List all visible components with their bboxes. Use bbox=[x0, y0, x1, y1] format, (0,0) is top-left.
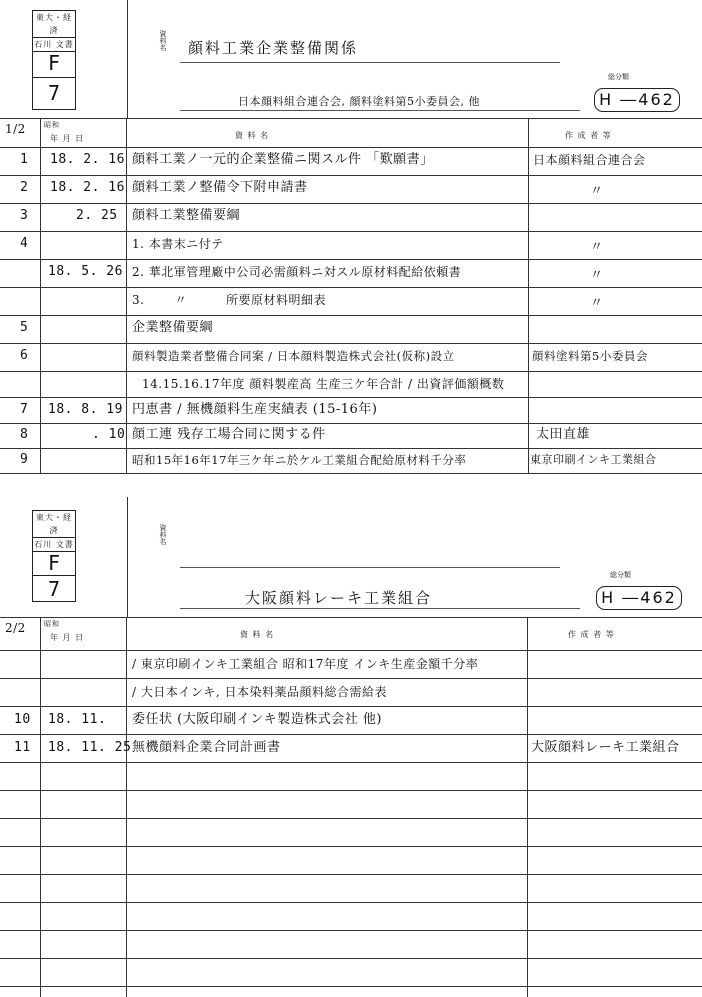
row-material: 顔工連 残存工場合同に関する件 bbox=[132, 427, 326, 442]
underline bbox=[180, 110, 580, 111]
row-date: 18. 8. 19 bbox=[48, 402, 123, 417]
divider bbox=[0, 617, 702, 618]
column-line bbox=[126, 118, 127, 473]
row-material: 2. 華北軍管理廠中公司必需顔料ニ対スル原材料配給依頼書 bbox=[132, 265, 462, 279]
row-author: 太田直雄 bbox=[536, 427, 591, 442]
row-author: 東京印刷インキ工業組合 bbox=[530, 453, 657, 466]
page-fraction: 1/2 bbox=[5, 122, 26, 136]
header-material: 資 料 名 bbox=[240, 630, 275, 639]
document-title: 顔料工業企業整備関係 bbox=[188, 39, 359, 57]
row-line bbox=[0, 147, 702, 148]
divider bbox=[127, 0, 128, 118]
row-line bbox=[0, 203, 702, 204]
row-number: 11 bbox=[14, 740, 31, 755]
row-number: 6 bbox=[20, 348, 29, 363]
row-line bbox=[0, 371, 702, 372]
row-line bbox=[0, 958, 702, 959]
row-line bbox=[0, 259, 702, 260]
column-line bbox=[527, 617, 528, 997]
row-line bbox=[0, 986, 702, 987]
row-date: 18. 2. 16 bbox=[50, 180, 125, 195]
category-label: 総分類 bbox=[610, 571, 631, 579]
category-label: 総分類 bbox=[608, 73, 629, 81]
row-line bbox=[0, 448, 702, 449]
header-era: 昭和 bbox=[44, 620, 60, 628]
column-line bbox=[40, 617, 41, 997]
row-number: 10 bbox=[14, 712, 31, 727]
row-material: 顔料工業整備要綱 bbox=[132, 208, 241, 223]
row-line bbox=[0, 473, 702, 474]
row-material: 円恵書 / 無機顔料生産実績表 (15-16年) bbox=[132, 402, 378, 417]
row-material: / 大日本インキ, 日本染料薬品顔料総合需給表 bbox=[132, 685, 387, 699]
row-author: 大阪顔料レーキ工業組合 bbox=[531, 740, 680, 755]
row-material: 無機顔料企業合同計画書 bbox=[132, 740, 281, 755]
row-date: 18. 11. bbox=[48, 712, 107, 727]
row-line bbox=[0, 175, 702, 176]
stamp-line-2: 石川 文書 bbox=[33, 538, 75, 552]
row-author: 日本顔料組合連合会 bbox=[533, 153, 646, 167]
divider bbox=[0, 118, 702, 119]
header-ymd: 年 月 日 bbox=[50, 134, 85, 143]
header-material: 資 料 名 bbox=[235, 131, 270, 140]
row-date: 18. 11. 25 bbox=[48, 740, 132, 755]
row-material: 昭和15年16年17年三ケ年ニ於ケル工業組合配給原材料千分率 bbox=[132, 453, 467, 467]
material-label: 資料名 bbox=[159, 30, 167, 51]
classification-code: H ―462 bbox=[596, 586, 682, 610]
stamp-number: 7 bbox=[47, 81, 61, 105]
row-author: 〃 bbox=[590, 268, 604, 283]
row-line bbox=[0, 706, 702, 707]
header-ymd: 年 月 日 bbox=[50, 633, 85, 642]
material-label: 資料名 bbox=[159, 524, 167, 545]
row-line bbox=[0, 343, 702, 344]
row-material: 14.15.16.17年度 顔料製産高 生産三ケ年合計 / 出資評価額概数 bbox=[142, 377, 505, 391]
classification-code: H ―462 bbox=[594, 88, 680, 112]
row-number: 2 bbox=[20, 180, 29, 195]
row-material: 委任状 (大阪印刷インキ製造株式会社 他) bbox=[132, 712, 382, 727]
row-line bbox=[0, 930, 702, 931]
row-line bbox=[0, 762, 702, 763]
row-material: / 東京印刷インキ工業組合 昭和17年度 インキ生産金額千分率 bbox=[132, 657, 479, 671]
row-number: 8 bbox=[20, 427, 29, 442]
row-number: 9 bbox=[20, 452, 29, 467]
row-material: 3. 〃 所要原材料明細表 bbox=[132, 293, 326, 307]
row-line bbox=[0, 397, 702, 398]
stamp-letter: F bbox=[33, 52, 75, 78]
archive-stamp bbox=[32, 10, 76, 110]
archive-stamp bbox=[32, 510, 76, 602]
row-number: 7 bbox=[20, 402, 29, 417]
underline bbox=[180, 567, 560, 568]
row-date: 18. 2. 16 bbox=[50, 152, 125, 167]
row-author: 〃 bbox=[590, 184, 604, 199]
row-material: 1. 本書末ニ付テ bbox=[132, 237, 224, 251]
header-author: 作 成 者 等 bbox=[568, 630, 615, 639]
row-date: 2. 25 bbox=[76, 208, 118, 223]
page-fraction: 2/2 bbox=[5, 621, 26, 635]
underline bbox=[180, 608, 580, 609]
row-number: 4 bbox=[20, 236, 29, 251]
stamp-number: 7 bbox=[47, 577, 61, 601]
row-number: 3 bbox=[20, 208, 29, 223]
row-line bbox=[0, 902, 702, 903]
row-date: . 10 bbox=[92, 427, 126, 442]
row-number: 1 bbox=[20, 152, 29, 167]
row-line bbox=[0, 874, 702, 875]
header-era: 昭和 bbox=[44, 121, 60, 129]
column-line bbox=[40, 118, 41, 473]
row-author: 〃 bbox=[590, 240, 604, 255]
row-material: 顔料工業ノ整備令下附申請書 bbox=[132, 180, 308, 195]
document-title: 大阪顔料レーキ工業組合 bbox=[245, 589, 433, 607]
row-line bbox=[0, 231, 702, 232]
row-line bbox=[0, 818, 702, 819]
divider bbox=[127, 497, 128, 617]
header-author: 作 成 者 等 bbox=[565, 131, 612, 140]
row-line bbox=[0, 315, 702, 316]
stamp-line-1: 東大・経済 bbox=[33, 11, 75, 38]
row-line bbox=[0, 678, 702, 679]
stamp-letter: F bbox=[33, 552, 75, 576]
column-line bbox=[528, 118, 529, 473]
row-author: 〃 bbox=[590, 296, 604, 311]
row-date: 18. 5. 26 bbox=[48, 264, 123, 279]
underline bbox=[180, 62, 560, 63]
row-line bbox=[0, 650, 702, 651]
column-line bbox=[126, 617, 127, 997]
row-number: 5 bbox=[20, 320, 29, 335]
row-line bbox=[0, 846, 702, 847]
row-material: 顔料工業ノ一元的企業整備ニ関スル件 「歎願書」 bbox=[132, 152, 434, 167]
subtitle: 日本顔料組合連合会, 顔料塗料第5小委員会, 他 bbox=[238, 95, 480, 108]
row-line bbox=[0, 790, 702, 791]
row-line bbox=[0, 734, 702, 735]
stamp-line-1: 東大・経済 bbox=[33, 511, 75, 538]
row-line bbox=[0, 287, 702, 288]
stamp-line-2: 石川 文書 bbox=[33, 38, 75, 52]
row-material: 顔料製造業者整備合同案 / 日本顔料製造株式会社(仮称)設立 bbox=[132, 349, 455, 363]
row-author: 顔料塗料第5小委員会 bbox=[532, 349, 648, 363]
row-line bbox=[0, 423, 702, 424]
row-material: 企業整備要綱 bbox=[132, 320, 214, 335]
